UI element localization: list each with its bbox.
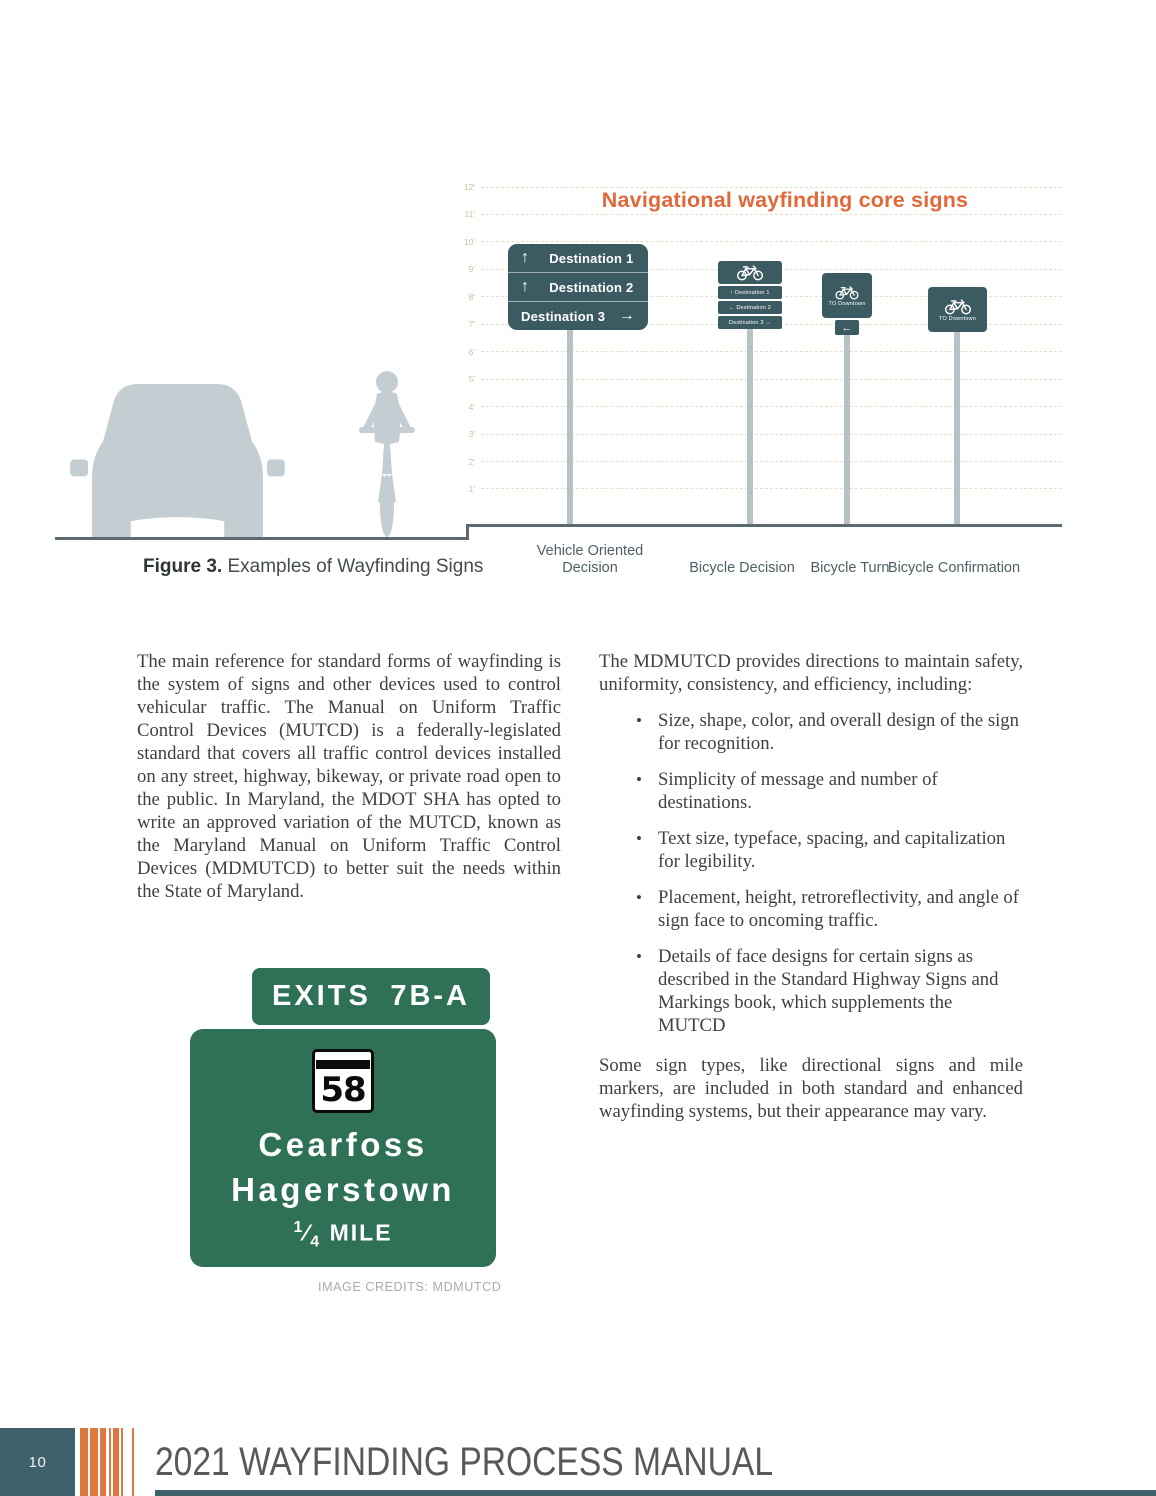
bicycle-decision-sign	[718, 261, 782, 329]
right-arrow-icon: →	[618, 307, 635, 324]
left-arrow-plate: ←	[835, 320, 859, 335]
height-gridline	[455, 484, 1062, 494]
body-paragraph: The main reference for standard forms of wayfinding is the system of signs and other devices used to control vehicular traffic. The Manual on Uniform Traffic Control Devices (MUTCD) is a federally-legislated standard that covers all traffic control devices installed on any street, highway, bikeway, or private road open to the public. In Maryland, the MDOT SHA has opted to write an approved variation of the MUTCD, known as the Maryland Manual on Uniform Traffic Control Devices (MDMUTCD) to better suit the needs within the State of Maryland.	[137, 651, 561, 902]
right-column	[599, 650, 1023, 1123]
bullet-text: Details of face designs for certain signs as described in the Standard Highway Signs and Markings book, which supplements the MUTCD	[658, 946, 999, 1036]
footer-stripe	[80, 1428, 88, 1496]
height-scale-grid	[455, 182, 1062, 494]
height-gridline	[455, 182, 1062, 192]
footer-stripe	[113, 1428, 119, 1496]
street-ground-line	[55, 537, 468, 540]
bullet-item	[599, 827, 1023, 873]
bicycle-icon	[833, 285, 861, 300]
destination-text: Destination 1	[549, 250, 634, 266]
sign-destination: Cearfoss	[258, 1126, 428, 1163]
exit-label: EXITS	[272, 980, 371, 1012]
sign-type-label: Vehicle Oriented Decision	[536, 543, 644, 576]
height-gridline	[455, 347, 1062, 357]
bicycle-panel	[718, 261, 782, 284]
height-scale-label: 6'	[468, 346, 475, 357]
height-gridline	[455, 209, 1062, 219]
height-gridline	[455, 402, 1062, 412]
sign-pole	[567, 328, 573, 524]
bullet-text: Placement, height, retroreflectivity, and angle of sign face to oncoming traffic.	[658, 887, 1019, 931]
height-scale-label: 10'	[463, 236, 475, 247]
footer-stripe	[121, 1428, 124, 1496]
sign-row: ↑ Destination 1	[718, 286, 782, 299]
bullet-item	[599, 768, 1023, 814]
distance-denominator: 4	[310, 1232, 322, 1251]
page-number-box	[0, 1428, 75, 1496]
sign-destination: Hagerstown	[231, 1171, 455, 1208]
height-scale-label: 9'	[468, 264, 475, 275]
cyclist-silhouette	[346, 368, 428, 538]
sign-row	[508, 301, 648, 330]
footer-stripe	[100, 1428, 106, 1496]
sign-row: ← Destination 2	[718, 301, 782, 314]
bicycle-icon	[734, 264, 766, 281]
sign-type-label: Bicycle Decision	[689, 560, 795, 576]
bullet-text: Simplicity of message and number of destinations.	[658, 769, 938, 813]
bicycle-icon	[942, 298, 974, 315]
bullet-text: Size, shape, color, and overall design of the sign for recognition.	[658, 710, 1019, 754]
height-scale-label: 12'	[463, 182, 475, 192]
page-footer	[0, 1428, 1156, 1496]
exit-tab-sign	[252, 968, 490, 1025]
bullet-list	[599, 709, 1023, 1037]
sidewalk-ground-line	[466, 524, 1062, 527]
sign-type-label: Bicycle Turn	[810, 560, 890, 576]
route-shield	[312, 1049, 374, 1113]
image-credits: IMAGE CREDITS: MDMUTCD	[318, 1280, 502, 1294]
footer-stripe	[90, 1428, 98, 1496]
destination-text: Destination 3	[521, 308, 606, 324]
body-paragraph: Some sign types, like directional signs and mile markers, are included in both standard and enhanced wayfinding systems, but their appearance may vary.	[599, 1055, 1023, 1122]
vehicle-decision-sign	[508, 244, 648, 330]
gridline	[481, 241, 1062, 242]
route-shield-band	[316, 1060, 370, 1069]
figure-title: Navigational wayfinding core signs	[601, 188, 969, 212]
gridline	[481, 214, 1062, 215]
bullet-text: Text size, typeface, spacing, and capitalization for legibility.	[658, 828, 1006, 872]
height-scale-label: 2'	[468, 456, 475, 467]
car-silhouette	[68, 374, 287, 538]
up-arrow-icon: ↑	[521, 249, 530, 266]
distance-numerator: 1	[293, 1218, 305, 1236]
figure-caption-number: Figure 3.	[143, 556, 223, 577]
figure-caption	[143, 556, 483, 578]
height-scale-label: 4'	[468, 401, 475, 412]
footer-stripe	[132, 1428, 134, 1496]
highway-sign-figure	[190, 966, 502, 1306]
sign-row	[508, 272, 648, 301]
height-gridline	[455, 374, 1062, 384]
sign-type-label: Bicycle Confirmation	[887, 560, 1021, 576]
sign-pole	[747, 327, 753, 524]
bicycle-turn-sign	[822, 273, 872, 318]
sign-pole	[954, 329, 960, 524]
manual-title: 2021 WAYFINDING PROCESS MANUAL	[155, 1439, 774, 1484]
sign-row: Destination 3 →	[718, 316, 782, 329]
height-scale-label: 8'	[468, 291, 475, 302]
bicycle-confirmation-sign	[928, 287, 987, 332]
up-arrow-icon: ↑	[521, 278, 530, 295]
sign-distance: $^1⁄_4$ MILE	[293, 1218, 393, 1251]
gridline	[481, 187, 1062, 188]
sign-text: TO Downtown	[828, 300, 866, 307]
sign-row	[508, 244, 648, 272]
route-number: 58	[320, 1070, 366, 1110]
destination-text: Destination 2	[549, 279, 634, 295]
page-number: 10	[28, 1453, 47, 1471]
exit-number: 7B-A	[390, 980, 470, 1012]
footer-stripe	[109, 1428, 112, 1496]
figure-caption-text: Examples of Wayfinding Signs	[222, 556, 484, 577]
guide-sign-panel	[190, 1029, 496, 1267]
bullet-item	[599, 886, 1023, 932]
height-scale-label: 3'	[468, 429, 475, 440]
distance-unit: MILE	[321, 1219, 393, 1246]
height-gridline	[455, 457, 1062, 467]
height-gridline	[455, 429, 1062, 439]
sign-pole	[844, 331, 850, 524]
height-scale-label: 1'	[468, 483, 475, 494]
bullet-item	[599, 945, 1023, 1037]
height-scale-label: 11'	[464, 209, 475, 220]
bullet-item	[599, 709, 1023, 755]
left-column	[137, 650, 561, 903]
sign-text: TO Downtown	[939, 315, 976, 322]
body-paragraph: The MDMUTCD provides directions to maintain safety, uniformity, consistency, and efficiency, including:	[599, 651, 1023, 695]
height-scale-label: 5'	[468, 374, 475, 385]
height-scale-label: 7'	[468, 319, 475, 330]
